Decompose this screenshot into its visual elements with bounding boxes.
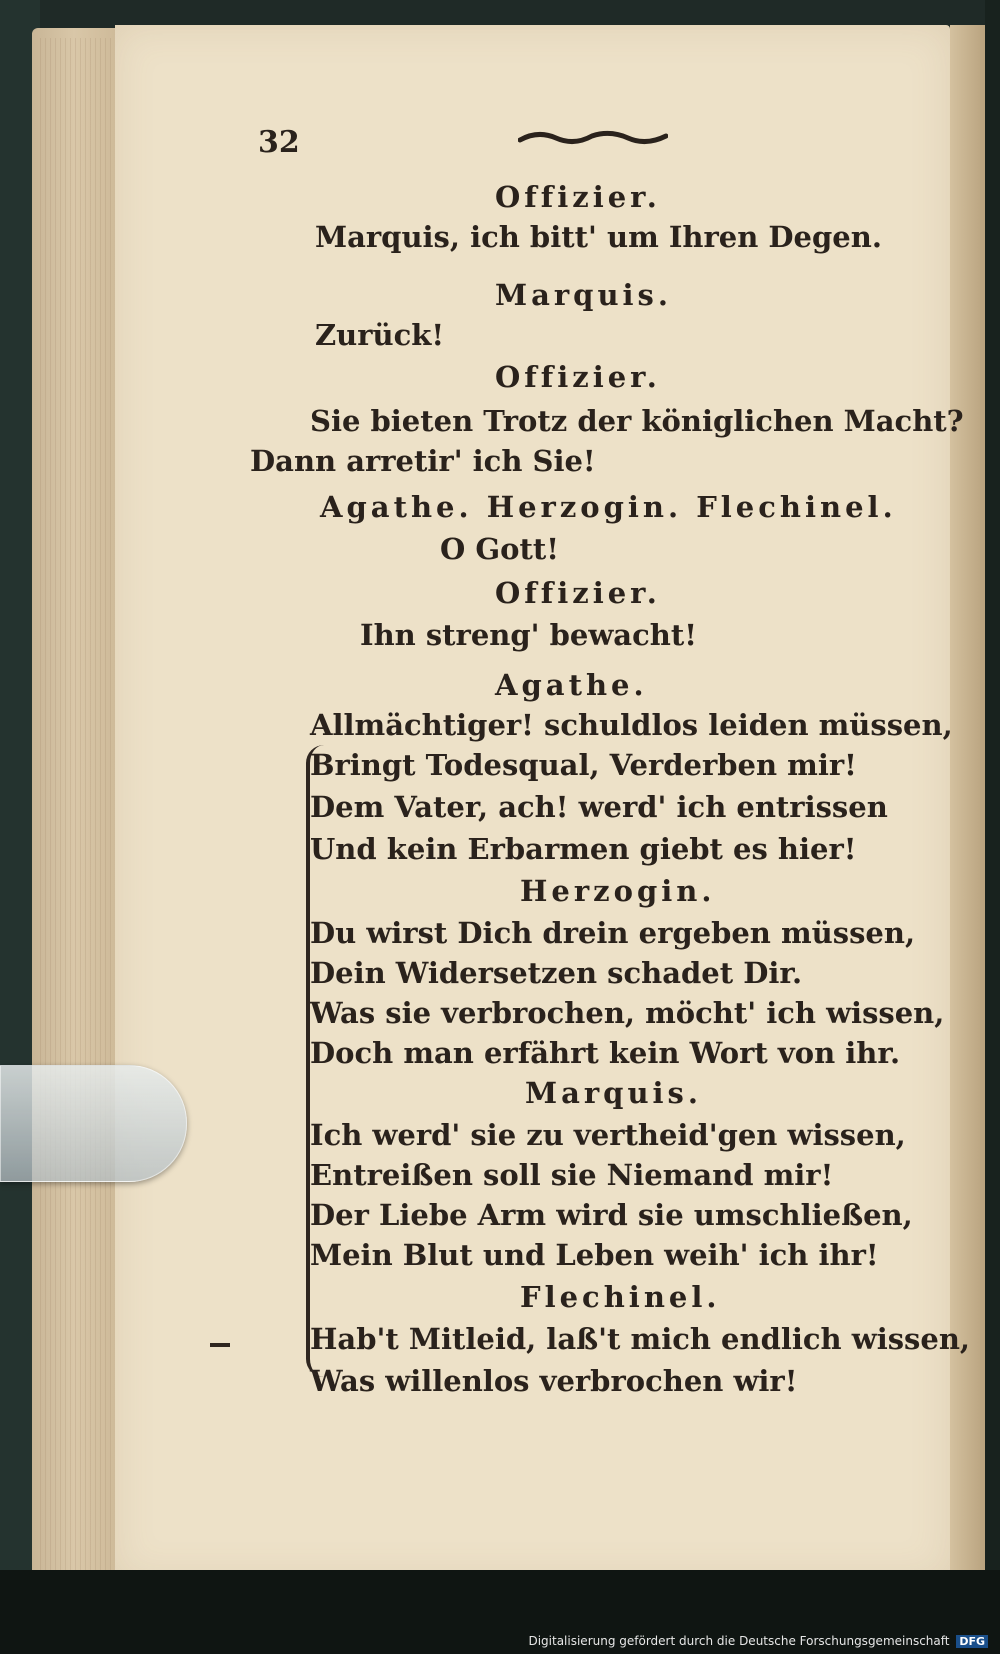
verse-line: Und kein Erbarmen giebt es hier!	[310, 832, 857, 866]
speaker-line: Flechinel.	[520, 1280, 721, 1314]
verse-line: Du wirst Dich drein ergeben müssen,	[310, 916, 916, 950]
verse-line: Doch man erfährt kein Wort von ihr.	[310, 1036, 901, 1070]
verse-line: Bringt Todesqual, Verderben mir!	[310, 748, 857, 782]
speaker-line: Offizier.	[495, 180, 661, 214]
speaker-line: Herzogin.	[520, 874, 716, 908]
speaker-line: Offizier.	[495, 360, 661, 394]
verse-line: Mein Blut und Leben weih' ich ihr!	[310, 1238, 879, 1272]
digitization-credit	[528, 1634, 988, 1648]
background-right	[985, 0, 1000, 1654]
speaker-line: Agathe. Herzogin. Flechinel.	[320, 490, 897, 524]
page-clip	[0, 1065, 187, 1182]
speaker-line: Agathe.	[495, 668, 648, 702]
verse-line: Marquis, ich bitt' um Ihren Degen.	[315, 220, 882, 254]
handwritten-bracket	[306, 745, 324, 1377]
speaker-line: Marquis.	[495, 278, 672, 312]
verse-line: Entreißen soll sie Niemand mir!	[310, 1158, 834, 1192]
page-number: 32	[258, 125, 300, 160]
verse-line: Was sie verbrochen, möcht' ich wissen,	[310, 996, 945, 1030]
speaker-line: Offizier.	[495, 576, 661, 610]
verse-line: Sie bieten Trotz der königlichen Macht?	[310, 404, 964, 438]
dfg-logo: DFG	[956, 1635, 988, 1648]
verse-line: Allmächtiger! schuldlos leiden müssen,	[310, 708, 953, 742]
verse-line: Dein Widersetzen schadet Dir.	[310, 956, 803, 990]
verse-line: Was willenlos verbrochen wir!	[310, 1364, 798, 1398]
credit-text: Digitalisierung gefördert durch die Deutsche Forschungsgemeinschaft	[528, 1634, 950, 1648]
verse-line: Zurück!	[315, 318, 445, 352]
verse-line: O Gott!	[440, 532, 559, 566]
verse-line: Hab't Mitleid, laß't mich endlich wissen,	[310, 1322, 971, 1356]
verse-line: Ich werd' sie zu vertheid'gen wissen,	[310, 1118, 906, 1152]
header-ornament	[518, 128, 668, 148]
verse-line: Der Liebe Arm wird sie umschließen,	[310, 1198, 913, 1232]
handwritten-dash	[210, 1343, 230, 1347]
verse-line: Dann arretir' ich Sie!	[250, 444, 596, 478]
verse-line: Dem Vater, ach! werd' ich entrissen	[310, 790, 888, 824]
speaker-line: Marquis.	[525, 1076, 702, 1110]
verse-line: Ihn streng' bewacht!	[360, 618, 697, 652]
